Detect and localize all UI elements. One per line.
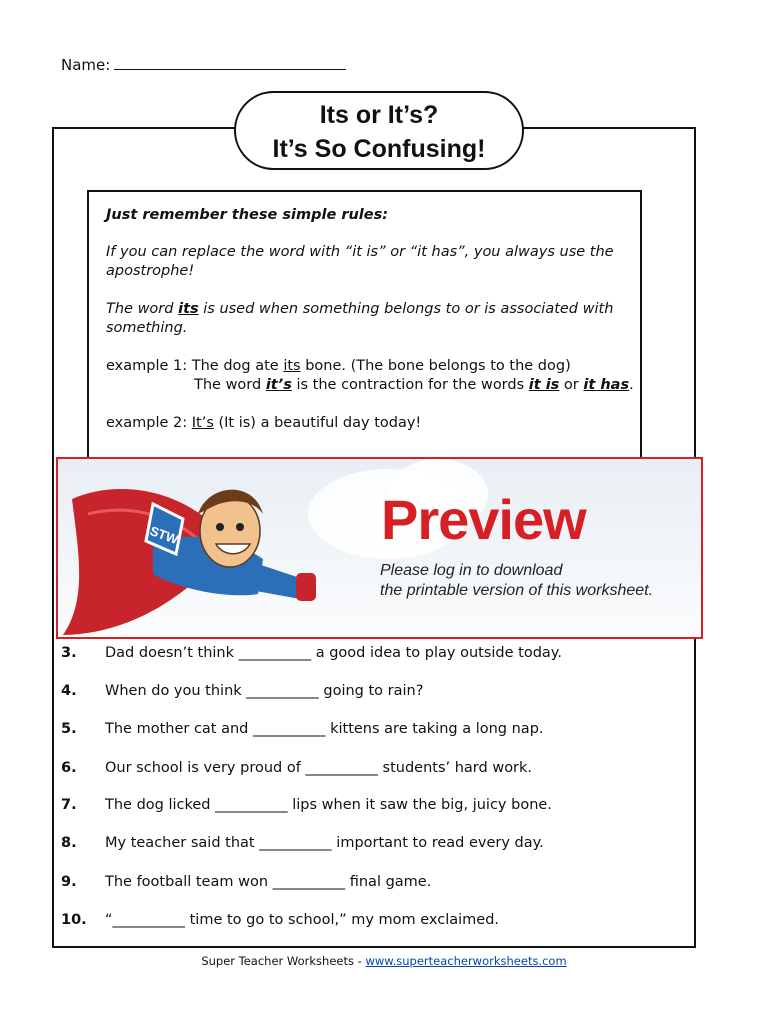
question-number: 7. xyxy=(61,797,77,813)
name-label: Name: xyxy=(61,56,111,74)
question-number: 5. xyxy=(61,721,77,737)
example1-line2 xyxy=(194,377,634,393)
preview-line-1: Please log in to download xyxy=(380,562,563,579)
question-number: 4. xyxy=(61,683,77,699)
question-number: 6. xyxy=(61,760,77,776)
question-number: 3. xyxy=(61,645,77,661)
ex1b-word: it’s xyxy=(265,377,292,393)
question-text: The football team won __________ final game. xyxy=(105,874,432,890)
rules-box xyxy=(87,190,642,480)
question-text: When do you think __________ going to rain? xyxy=(105,683,424,699)
footer-text: Super Teacher Worksheets - xyxy=(201,954,366,968)
rule2-post: is used when something belongs to or is associated with xyxy=(198,301,614,317)
question-text: The dog licked __________ lips when it saw the big, juicy bone. xyxy=(105,797,552,813)
rule2-line1 xyxy=(106,301,613,317)
title-line-1: Its or It’s? xyxy=(319,101,439,129)
question-text: Dad doesn’t think __________ a good idea to play outside today. xyxy=(105,645,562,661)
question-text: Our school is very proud of __________ students’ hard work. xyxy=(105,760,533,776)
ex1-word: its xyxy=(283,358,301,374)
ex1-post: bone. (The bone belongs to the dog) xyxy=(300,358,571,374)
question-text: My teacher said that __________ important to read every day. xyxy=(105,835,544,851)
question-row xyxy=(61,760,532,776)
footer-link[interactable]: www.superteacherworksheets.com xyxy=(365,954,567,968)
rules-heading: Just remember these simple rules: xyxy=(106,207,389,223)
title-line-2: It’s So Confusing! xyxy=(272,135,486,163)
ex1-pre: example 1: The dog ate xyxy=(106,358,284,374)
rule1-line2: apostrophe! xyxy=(106,263,195,279)
example2-line xyxy=(106,415,421,431)
question-text: “__________ time to go to school,” my mom exclaimed. xyxy=(105,912,500,928)
ex1b-pre: The word xyxy=(194,377,266,393)
rule1-line1: If you can replace the word with “it is” or “it has”, you always use the xyxy=(106,244,614,260)
question-text: The mother cat and __________ kittens are taking a long nap. xyxy=(105,721,544,737)
name-line xyxy=(61,56,346,74)
question-number: 9. xyxy=(61,874,77,890)
ex1b-w2: it is xyxy=(528,377,560,393)
question-number: 10. xyxy=(61,912,87,928)
question-row xyxy=(61,797,552,813)
question-row xyxy=(61,912,499,928)
badge-text: STW xyxy=(147,523,181,548)
superhero-mascot-icon xyxy=(58,459,358,639)
question-row xyxy=(61,645,562,661)
question-row xyxy=(61,683,423,699)
title-pill xyxy=(234,91,524,170)
ex1b-mid: is the contraction for the words xyxy=(291,377,529,393)
name-blank[interactable] xyxy=(114,56,346,70)
ex1b-w3: it has xyxy=(583,377,630,393)
preview-line-2: the printable version of this worksheet. xyxy=(380,582,654,599)
question-number: 8. xyxy=(61,835,77,851)
example1-line1 xyxy=(106,358,571,374)
question-row xyxy=(61,874,431,890)
preview-message xyxy=(380,561,653,601)
ex2-word: It’s xyxy=(191,415,214,431)
question-row xyxy=(61,721,544,737)
ex1b-end: . xyxy=(629,377,634,393)
ex1b-or: or xyxy=(559,377,584,393)
rule2-word: its xyxy=(178,301,199,317)
rule2-line2: something. xyxy=(106,320,188,336)
ex2-pre: example 2: xyxy=(106,415,192,431)
question-row xyxy=(61,835,544,851)
footer xyxy=(0,954,768,968)
preview-title: Preview xyxy=(381,488,586,551)
ex2-post: (It is) a beautiful day today! xyxy=(213,415,422,431)
preview-banner[interactable] xyxy=(56,457,703,639)
rule2-pre: The word xyxy=(106,301,179,317)
